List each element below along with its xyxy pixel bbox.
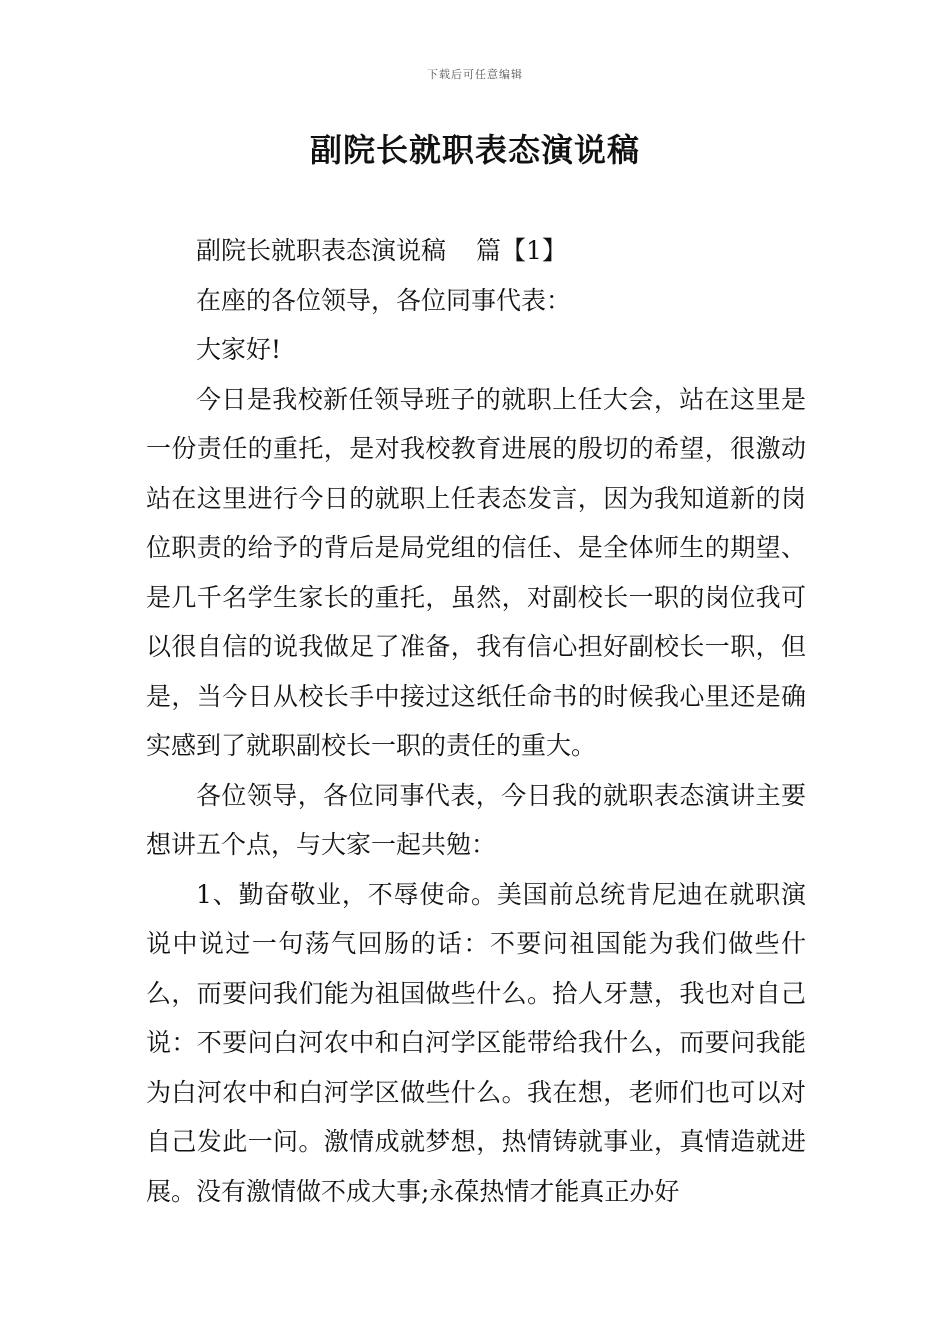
section-heading: [146, 226, 806, 276]
document-title: 副院长就职表态演说稿: [309, 131, 640, 169]
header-note: 下载后可任意编辑: [427, 68, 523, 81]
paragraph-greeting: 大家好!: [196, 335, 282, 364]
paragraph-outline: 各位领导，各位同事代表，今日我的就职表态演讲主要想讲五个点，与大家一起共勉：: [146, 780, 806, 859]
paragraph-intro: 今日是我校新任领导班子的就职上任大会，站在这里是一份责任的重托，是对我校教育进展的殷切的希望，很激动站在这里进行今日的就职上任表态发言，因为我知道新的岗位职责的给予的背后是局党组的信任、是全体师生的期望、是几千名学生家长的重托，虽然，对副校长一职的岗位我可以很自信的说我做足了准备，我有信心担好副校长一职，但是，当今日从校长手中接过这纸任命书的时候我心里还是确实感到了就职副校长一职的责任的重大。: [146, 384, 806, 760]
paragraph-greeting-audience: 在座的各位领导，各位同事代表：: [196, 285, 572, 315]
paragraph-point-1: 1、勤奋敬业，不辱使命。美国前总统肯尼迪在就职演说中说过一句荡气回肠的话：不要问祖国能为我们做些什么，而要问我们能为祖国做些什么。拾人牙慧，我也对自己说：不要问白河农中和白河学区能带给我什么，而要问我能为白河农中和白河学区做些什么。我在想，老师们也可以对自己发此一问。激情成就梦想，热情铸就事业，真情造就进展。没有激情做不成大事;永葆热情才能真正办好: [146, 879, 806, 1206]
document-body: [146, 226, 806, 1216]
section-heading-title: 副院长就职表态演说稿: [196, 236, 447, 265]
section-heading-part: 篇【1】: [476, 236, 567, 265]
